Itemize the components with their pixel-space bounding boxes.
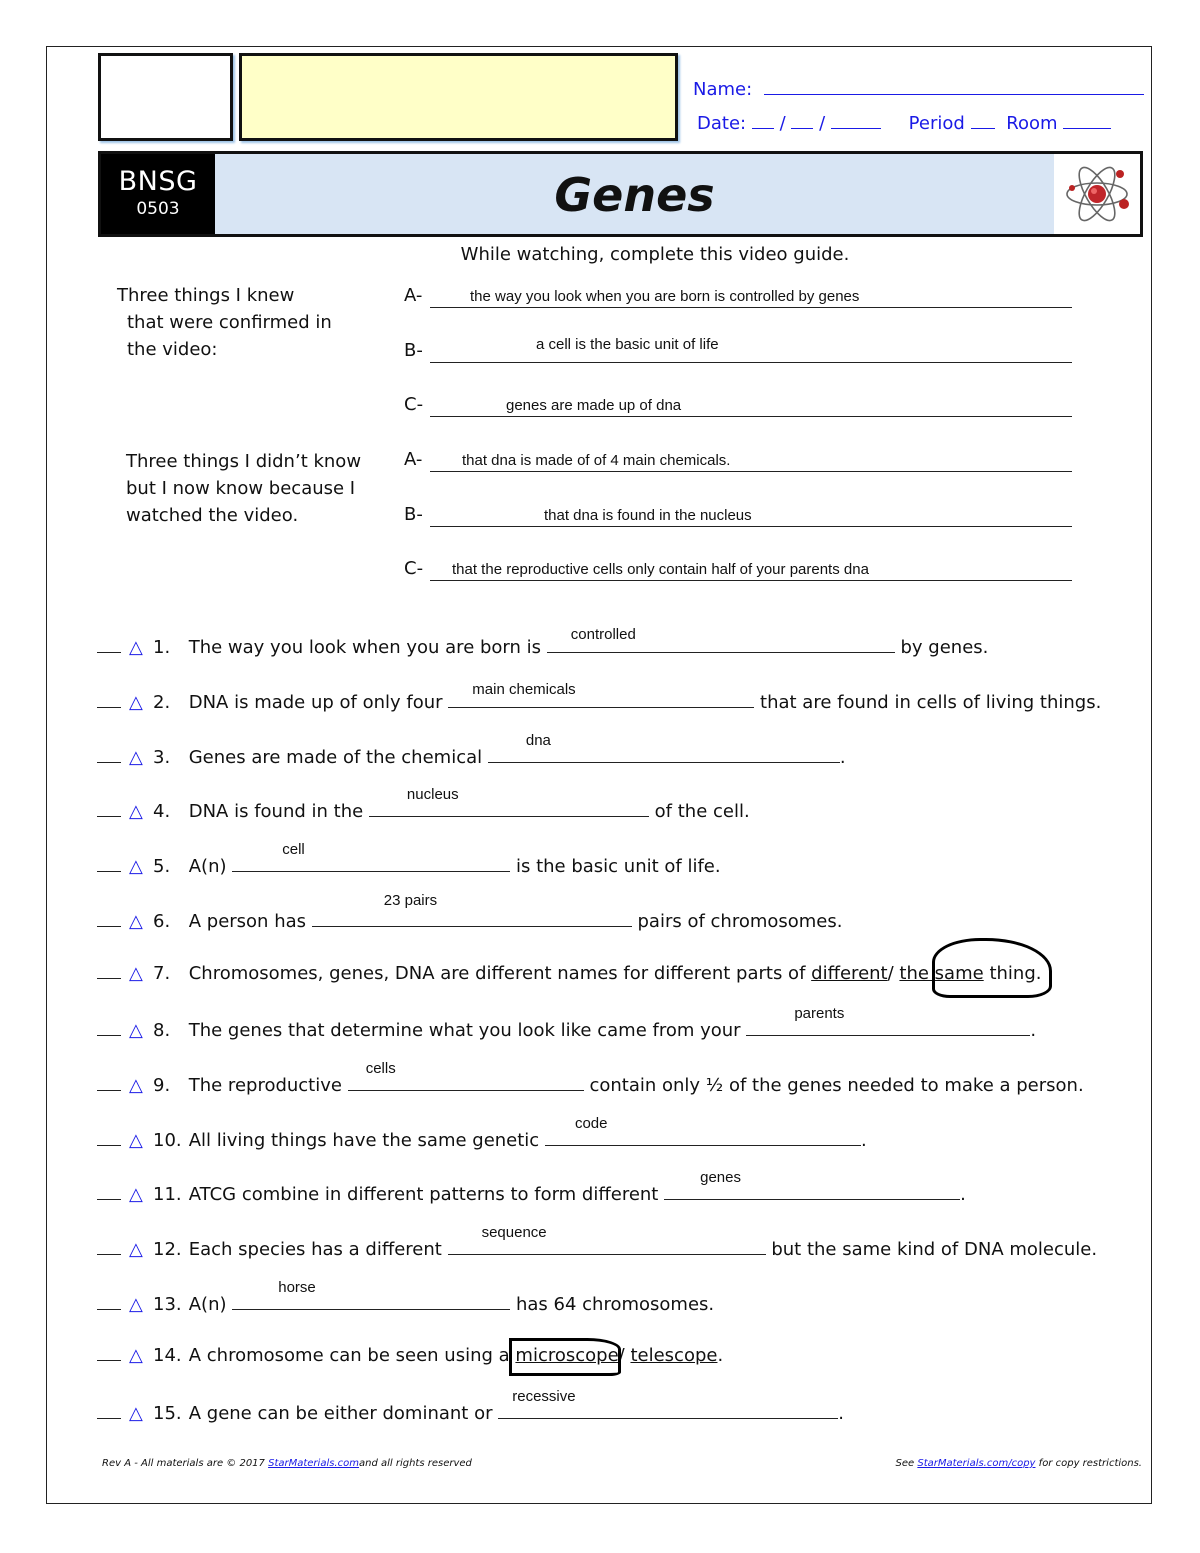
date-day-field[interactable]	[791, 112, 813, 129]
score-blank[interactable]	[97, 871, 121, 872]
question-13: △ 13. A(n) horse has 64 chromosomes.	[97, 1291, 714, 1323]
score-blank[interactable]	[97, 1254, 121, 1255]
period-label: Period	[908, 113, 965, 134]
footer-left: Rev A - All materials are © 2017 StarMaterials.comand all rights reserved	[102, 1458, 472, 1469]
didnt-know-answer-b[interactable]: B- that dna is found in the nucleus	[404, 504, 1072, 534]
triangle-icon: △	[129, 963, 143, 984]
question-2: △ 2. DNA is made up of only four main chemicals that are found in cells of living things.	[97, 689, 1101, 721]
score-blank[interactable]	[97, 1309, 121, 1310]
question-10: △ 10. All living things have the same genetic code .	[97, 1127, 867, 1159]
knew-label: Three things I knew that were confirmed in the video:	[117, 285, 332, 360]
triangle-icon: △	[129, 1403, 143, 1424]
handwritten-box	[509, 1338, 621, 1376]
score-blank[interactable]	[97, 707, 121, 708]
triangle-icon: △	[129, 1239, 143, 1260]
name-label: Name:	[693, 79, 753, 100]
date-month-field[interactable]	[752, 112, 774, 129]
question-3: △ 3. Genes are made of the chemical dna .	[97, 744, 846, 776]
choice-the-same[interactable]: the same	[899, 963, 984, 984]
triangle-icon: △	[129, 1294, 143, 1315]
question-15: △ 15. A gene can be either dominant or recessive .	[97, 1400, 844, 1432]
starmaterials-link[interactable]: StarMaterials.com	[268, 1458, 359, 1469]
knew-answer-c[interactable]: C- genes are made up of dna	[404, 394, 1072, 424]
answer-field[interactable]: code	[545, 1127, 861, 1146]
knew-answer-a[interactable]: A- the way you look when you are born is controlled by genes	[404, 285, 1072, 315]
question-11: △ 11. ATCG combine in different patterns to form different genes .	[97, 1181, 966, 1213]
question-9: △ 9. The reproductive cells contain only ½ of the genes needed to make a person.	[97, 1072, 1084, 1104]
score-blank[interactable]	[97, 1145, 121, 1146]
instructions: While watching, complete this video guide.	[460, 244, 850, 265]
triangle-icon: △	[129, 801, 143, 822]
triangle-icon: △	[129, 747, 143, 768]
score-blank[interactable]	[97, 762, 121, 763]
didnt-know-label: Three things I didn’t know but I now know because I watched the video.	[126, 451, 362, 526]
answer-field[interactable]: main chemicals	[448, 689, 754, 708]
question-6: △ 6. A person has 23 pairs pairs of chromosomes.	[97, 908, 842, 940]
title-banner	[98, 151, 1143, 237]
score-blank[interactable]	[97, 1035, 121, 1036]
score-box	[98, 53, 233, 141]
room-field[interactable]	[1063, 112, 1111, 129]
question-5: △ 5. A(n) cell is the basic unit of life.	[97, 853, 721, 885]
question-8: △ 8. The genes that determine what you look like came from your parents .	[97, 1017, 1036, 1049]
answer-field[interactable]: nucleus	[369, 798, 649, 817]
answer-field[interactable]: horse	[232, 1291, 510, 1310]
triangle-icon: △	[129, 1130, 143, 1151]
answer-field[interactable]: controlled	[547, 634, 895, 653]
score-blank[interactable]	[97, 926, 121, 927]
room-label: Room	[1006, 113, 1058, 134]
triangle-icon: △	[129, 1345, 143, 1366]
copy-restrictions-link[interactable]: StarMaterials.com/copy	[917, 1458, 1036, 1469]
question-7: △ 7. Chromosomes, genes, DNA are different names for different parts of different/ the same thing.	[97, 963, 1041, 995]
answer-field[interactable]: recessive	[498, 1400, 838, 1419]
triangle-icon: △	[129, 911, 143, 932]
date-year-field[interactable]	[831, 112, 881, 129]
score-blank[interactable]	[97, 652, 121, 653]
answer-field[interactable]: sequence	[448, 1236, 766, 1255]
question-1: △ 1. The way you look when you are born is controlled by genes.	[97, 634, 988, 666]
didnt-know-answer-a[interactable]: A- that dna is made of of 4 main chemicals.	[404, 449, 1072, 479]
knew-answer-b[interactable]: B- a cell is the basic unit of life	[404, 340, 1072, 370]
name-field[interactable]	[764, 78, 1144, 95]
answer-field[interactable]: cells	[348, 1072, 584, 1091]
triangle-icon: △	[129, 637, 143, 658]
question-14: △ 14. A chromosome can be seen using a microscope/ telescope.	[97, 1345, 723, 1377]
date-label: Date:	[697, 113, 747, 134]
question-12: △ 12. Each species has a different sequence but the same kind of DNA molecule.	[97, 1236, 1097, 1268]
question-4: △ 4. DNA is found in the nucleus of the cell.	[97, 798, 750, 830]
answer-field[interactable]: cell	[232, 853, 510, 872]
didnt-know-answer-c[interactable]: C- that the reproductive cells only contain half of your parents dna	[404, 558, 1072, 588]
triangle-icon: △	[129, 1020, 143, 1041]
page-title: Genes	[554, 168, 715, 222]
score-blank[interactable]	[97, 1199, 121, 1200]
score-blank[interactable]	[97, 816, 121, 817]
score-blank[interactable]	[97, 978, 121, 979]
answer-field[interactable]: parents	[746, 1017, 1030, 1036]
period-field[interactable]	[971, 112, 995, 129]
triangle-icon: △	[129, 1075, 143, 1096]
footer-right: See StarMaterials.com/copy for copy restrictions.	[895, 1458, 1142, 1469]
answer-field[interactable]: dna	[488, 744, 840, 763]
score-blank[interactable]	[97, 1360, 121, 1361]
notes-box	[239, 53, 678, 141]
choice-telescope[interactable]: telescope	[630, 1345, 718, 1366]
choice-different[interactable]: different	[811, 963, 888, 984]
answer-field[interactable]: genes	[664, 1181, 960, 1200]
triangle-icon: △	[129, 1184, 143, 1205]
score-blank[interactable]	[97, 1090, 121, 1091]
course-code: BNSG 0503	[101, 154, 215, 234]
triangle-icon: △	[129, 856, 143, 877]
choice-microscope[interactable]: microscope	[515, 1345, 619, 1366]
answer-field[interactable]: 23 pairs	[312, 908, 632, 927]
atom-icon	[1054, 154, 1140, 234]
triangle-icon: △	[129, 692, 143, 713]
score-blank[interactable]	[97, 1418, 121, 1419]
